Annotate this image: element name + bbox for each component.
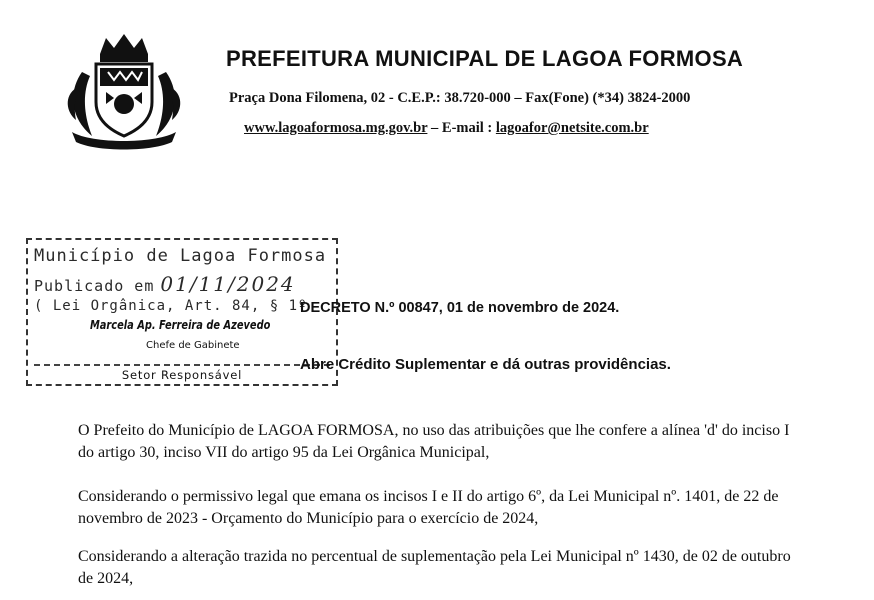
body-paragraph-2: Considerando o permissivo legal que emana os incisos I e II do artigo 6º, da Lei Municipal nº. 1401, de 22 de novembro de 2023 - Orçamento do Município para o exercício de 2024,	[78, 488, 779, 527]
decree-number: DECRETO N.º 00847, 01 de novembro de 2024.	[300, 300, 620, 316]
stamp-footer: Setor Responsável	[121, 368, 243, 382]
body-paragraph-1: O Prefeito do Município de LAGOA FORMOSA, no uso das atribuições que lhe confere a alínea 'd' do inciso I do artigo 30, inciso VII do artigo 95 da Lei Orgânica Municipal,	[78, 422, 790, 461]
body-paragraph-3: Considerando a alteração trazida no percentual de suplementação pela Lei Municipal nº 1430, de 02 de outubro de 2024,	[78, 548, 791, 587]
header-links	[244, 120, 649, 137]
email-separator: – E-mail :	[427, 120, 496, 136]
stamp-published	[34, 272, 296, 296]
decree-subject: Abre Crédito Suplementar e dá outras providências.	[300, 356, 671, 373]
stamp-published-label: Publicado em	[34, 277, 155, 295]
stamp-divider	[34, 364, 330, 366]
stamp-published-date: 01/11/2024	[160, 272, 296, 296]
stamp-legal-reference: ( Lei Orgânica, Art. 84, § 1º	[34, 298, 308, 314]
publication-stamp	[26, 238, 338, 386]
header-address: Praça Dona Filomena, 02 - C.E.P.: 38.720-000 – Fax(Fone) (*34) 3824-2000	[229, 90, 691, 106]
stamp-role: Chefe de Gabinete	[146, 340, 240, 351]
email-link[interactable]: lagoafor@netsite.com.br	[495, 120, 649, 136]
header-title: PREFEITURA MUNICIPAL DE LAGOA FORMOSA	[226, 46, 744, 71]
stamp-signature: Marcela Ap. Ferreira de Azevedo	[90, 318, 271, 332]
website-link[interactable]: www.lagoaformosa.mg.gov.br	[244, 120, 428, 136]
stamp-municipality: Município de Lagoa Formosa	[34, 246, 327, 266]
coat-of-arms-icon	[62, 32, 186, 152]
